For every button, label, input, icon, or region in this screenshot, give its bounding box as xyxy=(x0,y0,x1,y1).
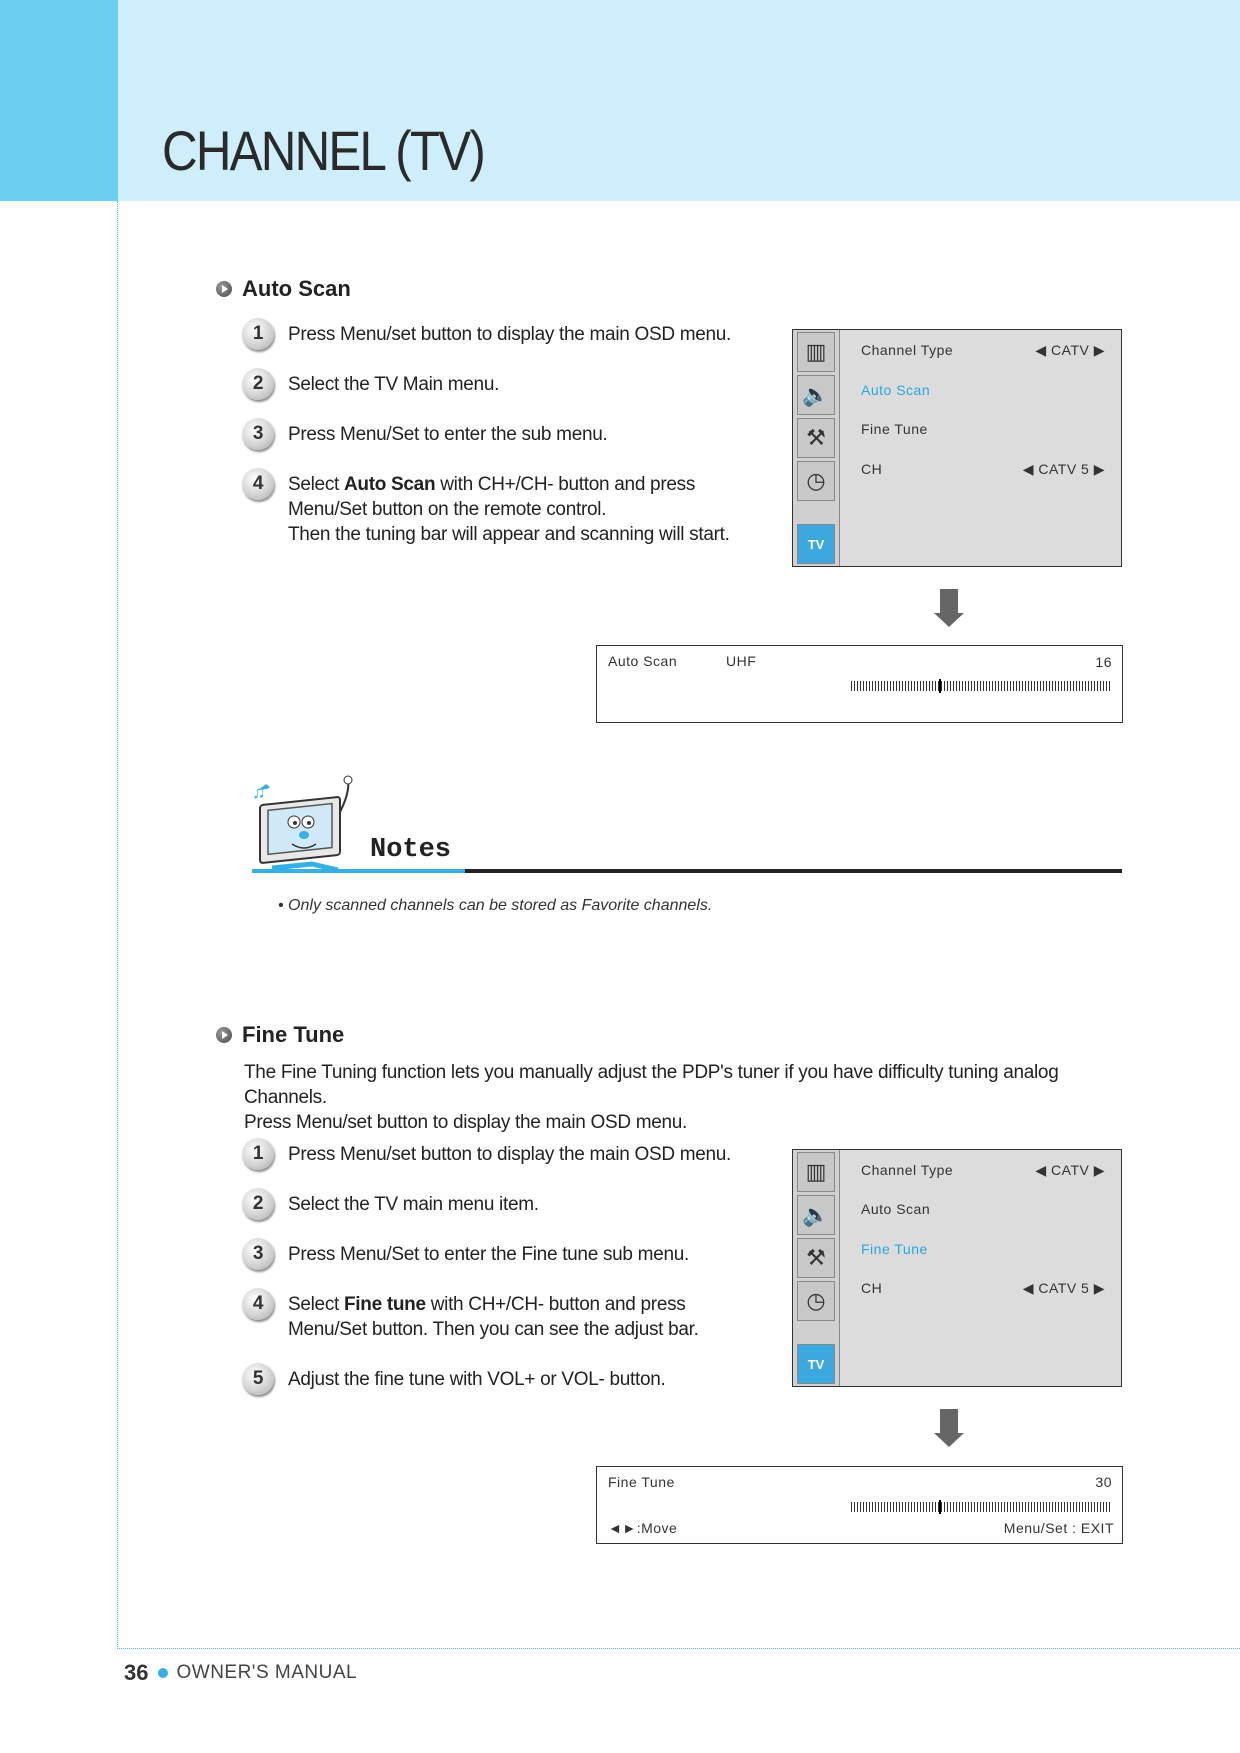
picture-icon: ▥ xyxy=(797,332,835,372)
step-text: Select Fine tune with CH+/CH- button and press Menu/Set button. Then you can see the adjust bar. xyxy=(288,1294,699,1340)
osd-menu-auto-scan xyxy=(792,329,1122,567)
arrow-down-icon xyxy=(940,589,958,615)
osd-row-value: ◀ CATV ▶ xyxy=(1035,1162,1105,1178)
picture-icon: ▥ xyxy=(797,1152,835,1192)
step-number-badge: 3 xyxy=(242,1238,274,1270)
notes-tv-mascot-illustration xyxy=(252,772,362,878)
osd-row-auto-scan: Auto Scan xyxy=(861,382,931,398)
tuning-label: Auto Scan xyxy=(608,653,678,669)
osd-row-channel-type: Channel Type ◀ CATV ▶ xyxy=(861,1162,1105,1178)
footer-label: OWNER'S MANUAL xyxy=(176,1662,358,1683)
step-number-badge: 1 xyxy=(242,1138,274,1170)
fine-tune-emphasis: Fine tune xyxy=(344,1294,426,1315)
step-text: Press Menu/set button to display the main OSD menu. xyxy=(288,324,732,345)
clock-icon: ◷ xyxy=(797,461,835,501)
fine-tune-step-1 xyxy=(242,1142,808,1170)
fine-tune-step-2 xyxy=(242,1192,808,1220)
fine-tune-step-3 xyxy=(242,1242,808,1270)
auto-scan-step-4 xyxy=(242,472,808,547)
fine-tune-step-5 xyxy=(242,1367,808,1395)
svg-text:♫: ♫ xyxy=(252,782,266,802)
exit-hint: Menu/Set : EXIT xyxy=(1003,1520,1114,1536)
step-number-badge: 4 xyxy=(242,468,274,500)
osd-row-value: ◀ CATV 5 ▶ xyxy=(1022,1280,1105,1296)
notes-heading: Notes xyxy=(370,835,452,865)
fine-tune-heading xyxy=(216,1022,344,1048)
adjust-bar xyxy=(851,1502,1111,1512)
osd-row-auto-scan: Auto Scan xyxy=(861,1201,931,1217)
note-item: • Only scanned channels can be stored as Favorite channels. xyxy=(278,897,713,914)
step-number-badge: 4 xyxy=(242,1288,274,1320)
step-text: Select Auto Scan with CH+/CH- button and press Menu/Set button on the remote control. Then the tuning bar will appear and scanning will start. xyxy=(288,474,730,545)
move-hint: ◄►:Move xyxy=(608,1520,678,1536)
adjust-bar-marker xyxy=(939,1500,941,1514)
setup-tools-icon: ⚒ xyxy=(797,418,835,458)
tv-icon: TV xyxy=(797,1344,835,1384)
auto-scan-heading xyxy=(216,276,351,302)
auto-scan-tuning-box xyxy=(596,645,1123,723)
notes-rule-accent xyxy=(252,869,465,873)
play-bullet-icon xyxy=(216,281,232,297)
auto-scan-title: Auto Scan xyxy=(242,276,351,301)
page-title: CHANNEL (TV) xyxy=(162,119,485,182)
step-number-badge: 5 xyxy=(242,1363,274,1395)
page-footer xyxy=(124,1660,357,1686)
header-tab xyxy=(0,0,118,201)
footer-divider xyxy=(117,1648,1240,1649)
osd-sidebar xyxy=(793,1150,840,1386)
step-text: Select the TV Main menu. xyxy=(288,374,500,395)
footer-dot-icon xyxy=(158,1668,168,1678)
osd-row-value: ◀ CATV 5 ▶ xyxy=(1022,461,1105,477)
osd-menu-fine-tune xyxy=(792,1149,1122,1387)
step-text: Adjust the fine tune with VOL+ or VOL- button. xyxy=(288,1369,666,1390)
auto-scan-step-2 xyxy=(242,372,808,400)
sound-icon: 🔈 xyxy=(797,1195,835,1235)
osd-row-fine-tune: Fine Tune xyxy=(861,1241,928,1257)
osd-row-ch: CH ◀ CATV 5 ▶ xyxy=(861,1280,1105,1296)
step-text: Press Menu/Set to enter the sub menu. xyxy=(288,424,608,445)
clock-icon: ◷ xyxy=(797,1281,835,1321)
fine-tune-intro: The Fine Tuning function lets you manually adjust the PDP's tuner if you have difficulty tuning analog Channels. Press Menu/set button to display the main OSD menu. xyxy=(244,1062,1059,1133)
tuning-value: 16 xyxy=(1095,654,1112,670)
fine-tune-title: Fine Tune xyxy=(242,1022,345,1047)
adjust-label: Fine Tune xyxy=(608,1474,675,1490)
step-number-badge: 1 xyxy=(242,318,274,350)
step-number-badge: 3 xyxy=(242,418,274,450)
play-bullet-icon xyxy=(216,1027,232,1043)
osd-sidebar xyxy=(793,330,840,566)
auto-scan-emphasis: Auto Scan xyxy=(344,474,436,495)
auto-scan-step-1 xyxy=(242,322,808,350)
step-number-badge: 2 xyxy=(242,368,274,400)
step-text: Press Menu/set button to display the main OSD menu. xyxy=(288,1144,732,1165)
adjust-value: 30 xyxy=(1095,1474,1112,1490)
setup-tools-icon: ⚒ xyxy=(797,1238,835,1278)
tuning-bar-marker xyxy=(939,679,941,693)
fine-tune-step-4 xyxy=(242,1292,808,1342)
osd-row-channel-type: Channel Type ◀ CATV ▶ xyxy=(861,342,1105,358)
sound-icon: 🔈 xyxy=(797,375,835,415)
tv-icon: TV xyxy=(797,524,835,564)
step-number-badge: 2 xyxy=(242,1188,274,1220)
margin-divider xyxy=(117,201,118,1649)
osd-row-value: ◀ CATV ▶ xyxy=(1035,342,1105,358)
auto-scan-step-3 xyxy=(242,422,808,450)
osd-row-fine-tune: Fine Tune xyxy=(861,421,928,437)
osd-row-ch: CH ◀ CATV 5 ▶ xyxy=(861,461,1105,477)
notes-rule xyxy=(370,869,1122,873)
page-number: 36 xyxy=(124,1660,149,1685)
tuning-bar xyxy=(851,681,1111,691)
step-text: Press Menu/Set to enter the Fine tune sub menu. xyxy=(288,1244,689,1265)
fine-tune-adjust-box xyxy=(596,1466,1123,1544)
tuning-band: UHF xyxy=(726,653,757,669)
arrow-down-icon xyxy=(940,1409,958,1435)
step-text: Select the TV main menu item. xyxy=(288,1194,539,1215)
